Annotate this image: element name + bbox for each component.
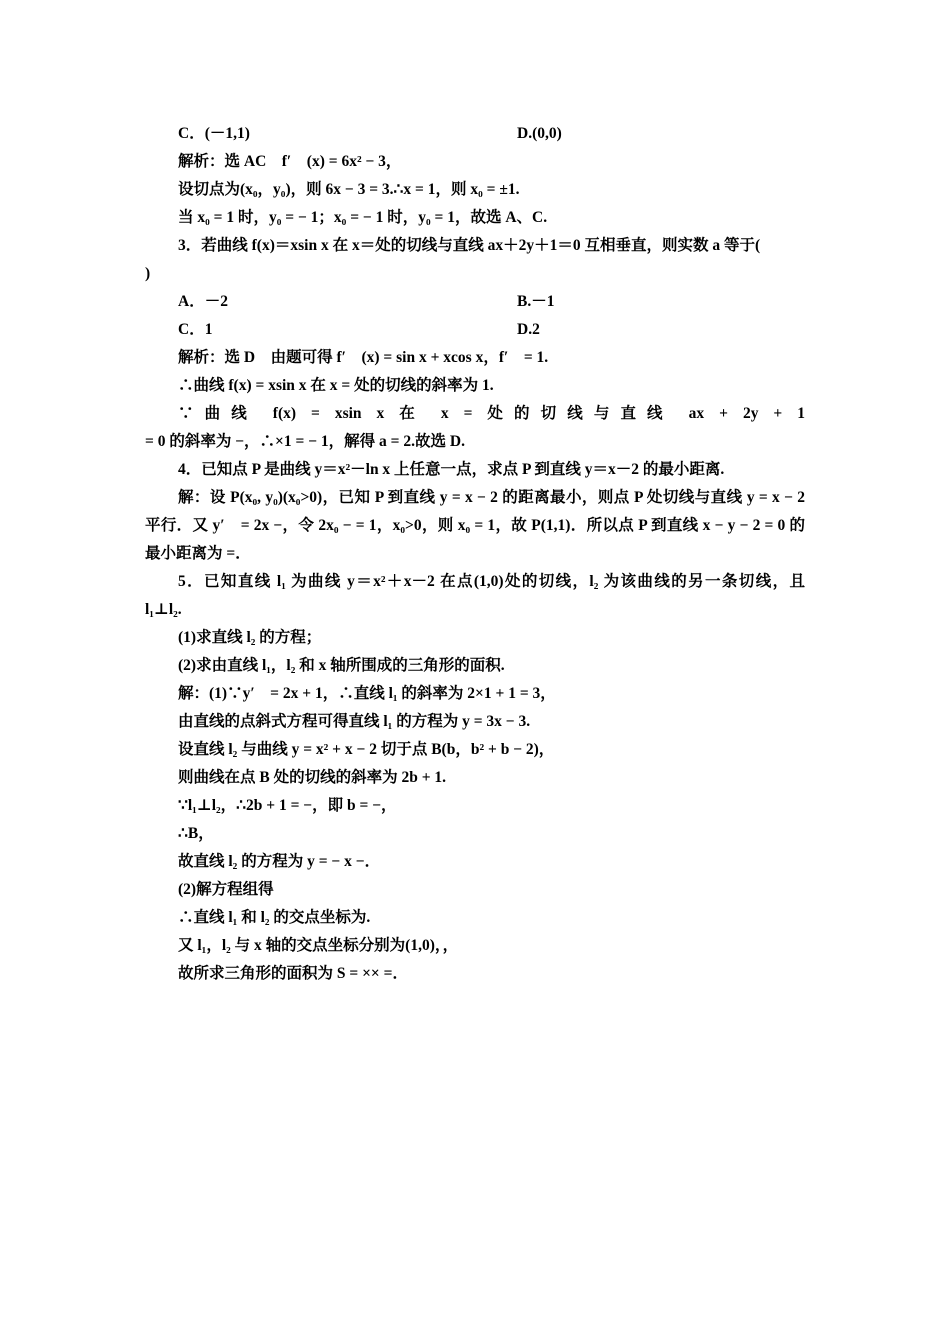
text-line: 又 l₁，l₂ 与 x 轴的交点坐标分别为(1,0)，， [178, 937, 459, 954]
text-line: 故所求三角形的面积为 S = ×× =． [178, 965, 408, 982]
text-line: ∵曲线 f(x) = xsin x 在 x = 处的切线与直线 ax + 2y + 1 [178, 405, 805, 422]
option-b-line: B.－1 [517, 293, 555, 310]
text-line: ∵l₁⊥l₂，∴2b + 1 = −，即 b = −， [178, 797, 397, 814]
analysis-line: 解析：选 D 由题可得 f′ (x) = sin x + xcos x，f′ = 1. [178, 349, 549, 366]
question-3-line: 3．若曲线 f(x)＝xsin x 在 x＝处的切线与直线 ax＋2y＋1＝0 互相垂直，则实数 a 等于( [178, 237, 761, 254]
option-d-line: D.2 [517, 321, 540, 338]
text-line: ∴曲线 f(x) = xsin x 在 x = 处的切线的斜率为 1. [178, 377, 494, 394]
text-line: 设直线 l₂ 与曲线 y = x² + x − 2 切于点 B(b，b² + b − 2)， [178, 741, 555, 758]
text-line: 最小距离为 =． [145, 545, 251, 562]
text-line: 平行．又 y′ = 2x −，令 2x₀ − = 1，x₀>0，则 x₀ = 1，故 P(1,1)．所以点 P 到直线 x − y − 2 = 0 的 [145, 517, 805, 534]
text-line: 由直线的点斜式方程可得直线 l₁ 的方程为 y = 3x − 3. [178, 713, 531, 730]
option-c-line: C．(－1,1) [178, 125, 250, 142]
text-line: ∴B， [178, 825, 214, 842]
text-line: 故直线 l₂ 的方程为 y = − x −． [178, 853, 381, 870]
solution-line: 解：(1)∵y′ = 2x + 1，∴直线 l₁ 的斜率为 2×1 + 1 = 3， [178, 685, 556, 702]
option-c-line: C．1 [178, 321, 213, 338]
solution-line: 解：设 P(x₀, y₀)(x₀>0)，已知 P 到直线 y = x − 2 的距离最小，则点 P 处切线与直线 y = x − 2 [178, 489, 805, 506]
question-4-line: 4．已知点 P 是曲线 y＝x²－ln x 上任意一点，求点 P 到直线 y＝x－2 的最小距离. [178, 461, 725, 478]
text-line: = 0 的斜率为 −，∴×1 = − 1，解得 a = 2.故选 D. [145, 433, 465, 450]
option-a-line: A．－2 [178, 293, 228, 310]
sub-question-1: (1)求直线 l₂ 的方程； [178, 629, 322, 646]
text-line: 则曲线在点 B 处的切线的斜率为 2b + 1. [178, 769, 447, 786]
option-d-line: D.(0,0) [517, 125, 562, 142]
text-line: (2)解方程组得 [178, 881, 274, 898]
sub-question-2: (2)求由直线 l₁，l₂ 和 x 轴所围成的三角形的面积. [178, 657, 505, 674]
question-5-line: 5．已知直线 l₁ 为曲线 y＝x²＋x－2 在点(1,0)处的切线，l₂ 为该曲线的另一条切线，且 [178, 573, 805, 590]
text-line: 设切点为(x₀，y₀)，则 6x − 3 = 3.∴x = 1，则 x₀ = ±1. [178, 181, 520, 198]
text-line: 当 x₀ = 1 时，y₀ = − 1；x₀ = − 1 时，y₀ = 1，故选 A、C. [178, 209, 548, 226]
question-3-paren: ) [145, 265, 151, 282]
text-line: l₁⊥l₂. [145, 601, 182, 618]
analysis-line: 解析：选 AC f′ (x) = 6x² − 3， [178, 153, 402, 170]
text-line: ∴直线 l₁ 和 l₂ 的交点坐标为. [178, 909, 371, 926]
